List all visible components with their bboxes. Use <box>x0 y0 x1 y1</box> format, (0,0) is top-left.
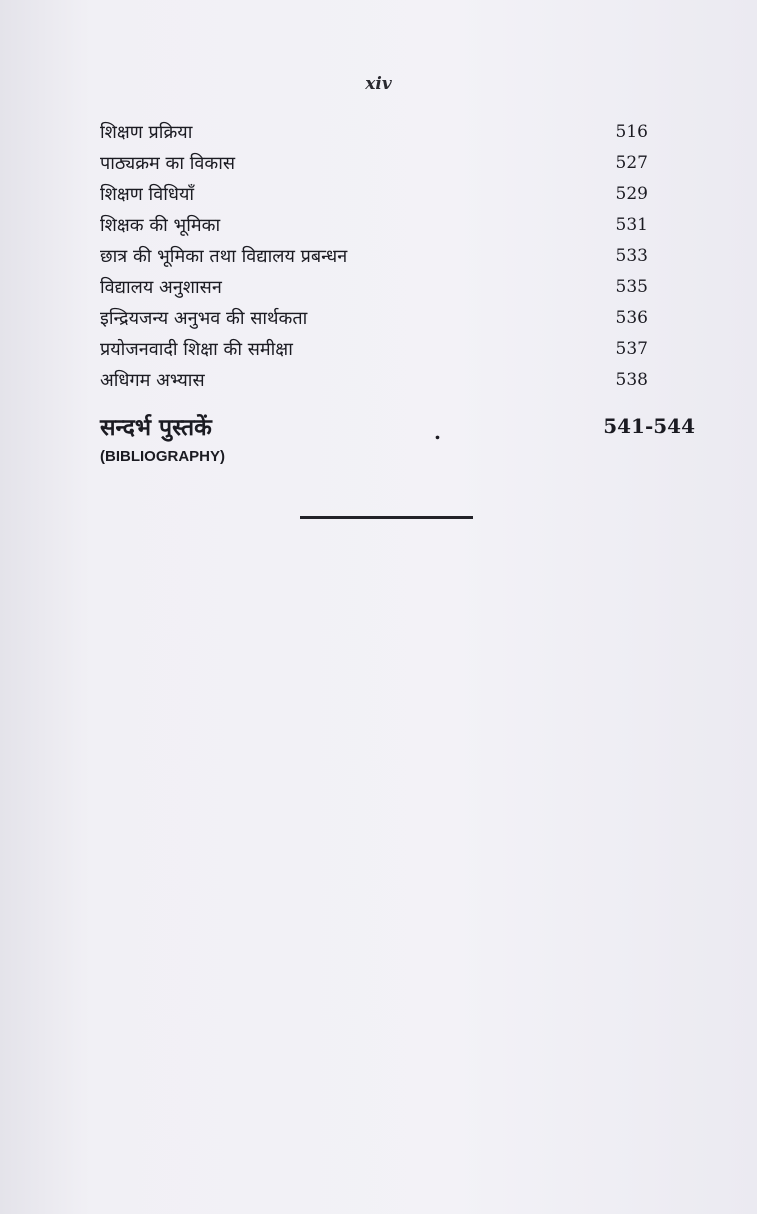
toc-entry <box>100 148 648 179</box>
section-end-rule <box>300 516 473 519</box>
toc-entry-title: शिक्षण विधियाँ <box>100 184 195 205</box>
toc-entry <box>100 334 648 365</box>
toc-entry-title: अधिगम अभ्यास <box>100 370 205 391</box>
toc-entry-title: इन्द्रियजन्य अनुभव की सार्थकता <box>100 308 308 329</box>
toc-entry-page: 537 <box>615 339 648 359</box>
toc-entry-page: 527 <box>615 153 648 173</box>
toc-entry <box>100 179 648 210</box>
bibliography-subtitle: (BIBLIOGRAPHY) <box>100 448 225 465</box>
toc-entry-page: 516 <box>615 122 648 142</box>
toc-entry-page: 529 <box>615 184 648 204</box>
toc-entry <box>100 303 648 334</box>
table-of-contents <box>100 117 648 396</box>
toc-entry-title: विद्यालय अनुशासन <box>100 277 222 298</box>
toc-entry-title: शिक्षण प्रक्रिया <box>100 122 193 143</box>
page-folio: xiv <box>365 74 392 94</box>
toc-entry <box>100 210 648 241</box>
toc-entry-page: 536 <box>615 308 648 328</box>
toc-entry-title: शिक्षक की भूमिका <box>100 215 221 236</box>
toc-entry <box>100 117 648 148</box>
toc-entry-page: 535 <box>615 277 648 297</box>
bibliography-leader-dot: . <box>434 420 441 444</box>
toc-entry-title: छात्र की भूमिका तथा विद्यालय प्रबन्धन <box>100 246 348 267</box>
toc-entry-page: 531 <box>615 215 648 235</box>
toc-entry <box>100 272 648 303</box>
toc-entry-page: 538 <box>615 370 648 390</box>
bibliography-pages: 541-544 <box>603 414 695 438</box>
toc-entry-title: पाठ्यक्रम का विकास <box>100 153 236 174</box>
toc-entry <box>100 365 648 396</box>
bibliography-title: सन्दर्भ पुस्तकें <box>100 414 212 441</box>
toc-entry-title: प्रयोजनवादी शिक्षा की समीक्षा <box>100 339 293 360</box>
toc-entry <box>100 241 648 272</box>
toc-entry-page: 533 <box>615 246 648 266</box>
